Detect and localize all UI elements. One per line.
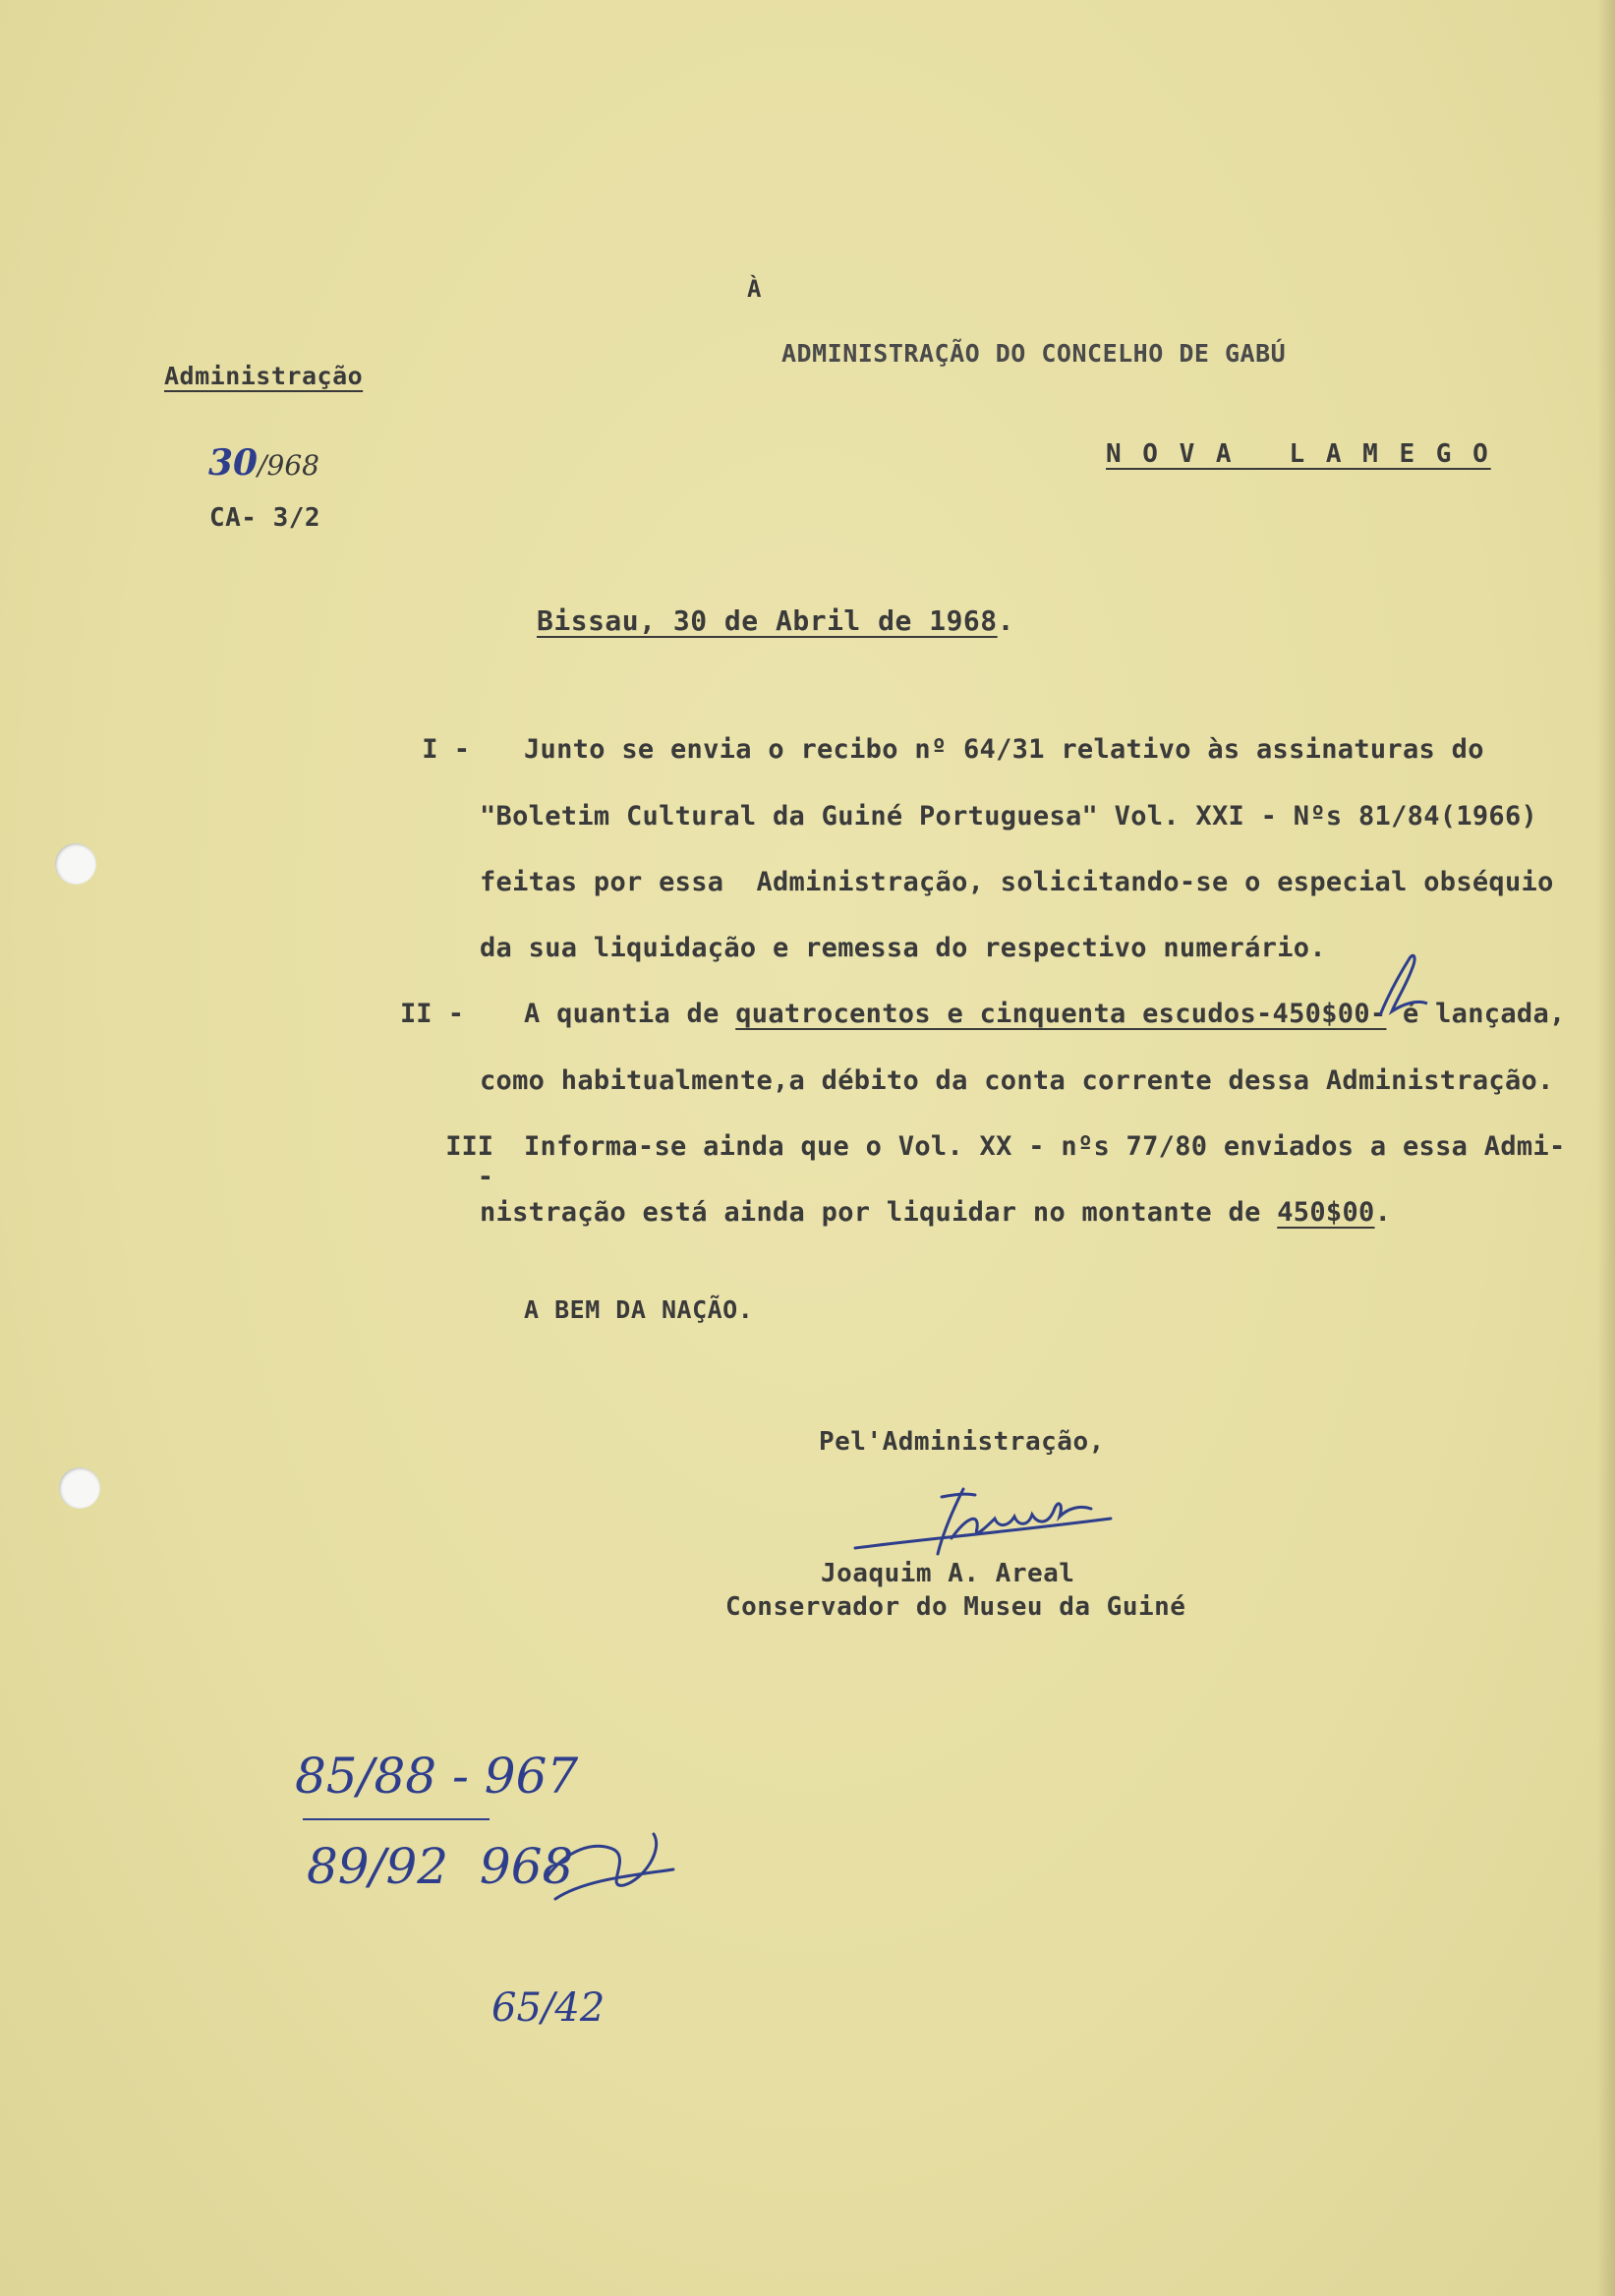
handwritten-note-3: 65/42 bbox=[491, 1985, 606, 2031]
place-line: N O V A L A M E G O bbox=[1106, 439, 1491, 469]
paragraph-3-line-1: Informa-se ainda que o Vol. XX - nºs 77/80 enviados a essa Admi- bbox=[524, 1131, 1566, 1162]
recipient-line: ADMINISTRAÇÃO DO CONCELHO DE GABÚ bbox=[781, 339, 1287, 368]
paragraph-2-pre: A quantia de bbox=[524, 999, 736, 1029]
handwritten-note-1: 85/88 - 967 bbox=[295, 1748, 579, 1805]
handwritten-correction-mark bbox=[1366, 947, 1435, 1025]
paragraph-1-line-4: da sua liquidação e remessa do respectivo numerário. bbox=[480, 933, 1326, 963]
accent-mark: À bbox=[747, 275, 762, 303]
paragraph-3-post: . bbox=[1374, 1197, 1392, 1228]
date-period: . bbox=[997, 604, 1015, 637]
date-text: Bissau, 30 de Abril de 1968 bbox=[537, 604, 998, 637]
file-code: CA- 3/2 bbox=[209, 503, 321, 533]
handwritten-note-2: 89/92 968 bbox=[307, 1838, 574, 1895]
paragraph-1-line-3: feitas por essa Administração, solicitando-se o especial obséquio bbox=[480, 867, 1554, 897]
paragraph-1-line-2: "Boletim Cultural da Guiné Portuguesa" Vol. XXI - Nºs 81/84(1966) bbox=[480, 801, 1538, 832]
paragraph-2-amount: quatrocentos e cinquenta escudos-450$00- bbox=[735, 999, 1387, 1029]
handwritten-note-rule bbox=[303, 1818, 490, 1820]
reference-handwritten: 30 bbox=[208, 442, 259, 484]
paragraph-3-line-2 bbox=[480, 1197, 1391, 1228]
paragraph-3-numeral: III - bbox=[445, 1131, 493, 1192]
date-line bbox=[537, 604, 1014, 637]
paragraph-2-line-2: como habitualmente,a débito da conta corrente dessa Administração. bbox=[480, 1065, 1554, 1096]
department-label: Administração bbox=[164, 362, 364, 390]
punch-hole-bottom bbox=[59, 1467, 100, 1509]
signatory-title: Conservador do Museu da Guiné bbox=[725, 1592, 1186, 1622]
handwritten-scribble-mark bbox=[536, 1820, 683, 1909]
signatory-name: Joaquim A. Areal bbox=[821, 1559, 1075, 1588]
signature-on-behalf: Pel'Administração, bbox=[819, 1427, 1105, 1457]
reference-number bbox=[208, 442, 319, 484]
paragraph-1-line-1: Junto se envia o recibo nº 64/31 relativo às assinaturas do bbox=[524, 734, 1484, 765]
closing-salutation: A BEM DA NAÇÃO. bbox=[524, 1295, 754, 1324]
paragraph-2-numeral: II - bbox=[399, 999, 464, 1029]
punch-hole-top bbox=[55, 843, 96, 885]
reference-typed: /968 bbox=[258, 449, 319, 482]
paragraph-3-amount: 450$00 bbox=[1277, 1197, 1375, 1228]
paragraph-3-pre: nistração está ainda por liquidar no montante de bbox=[480, 1197, 1278, 1228]
page-edge-shadow bbox=[1597, 0, 1615, 2296]
paragraph-2-post: é lançada, bbox=[1386, 999, 1566, 1029]
paragraph-1-numeral: I - bbox=[422, 734, 470, 765]
